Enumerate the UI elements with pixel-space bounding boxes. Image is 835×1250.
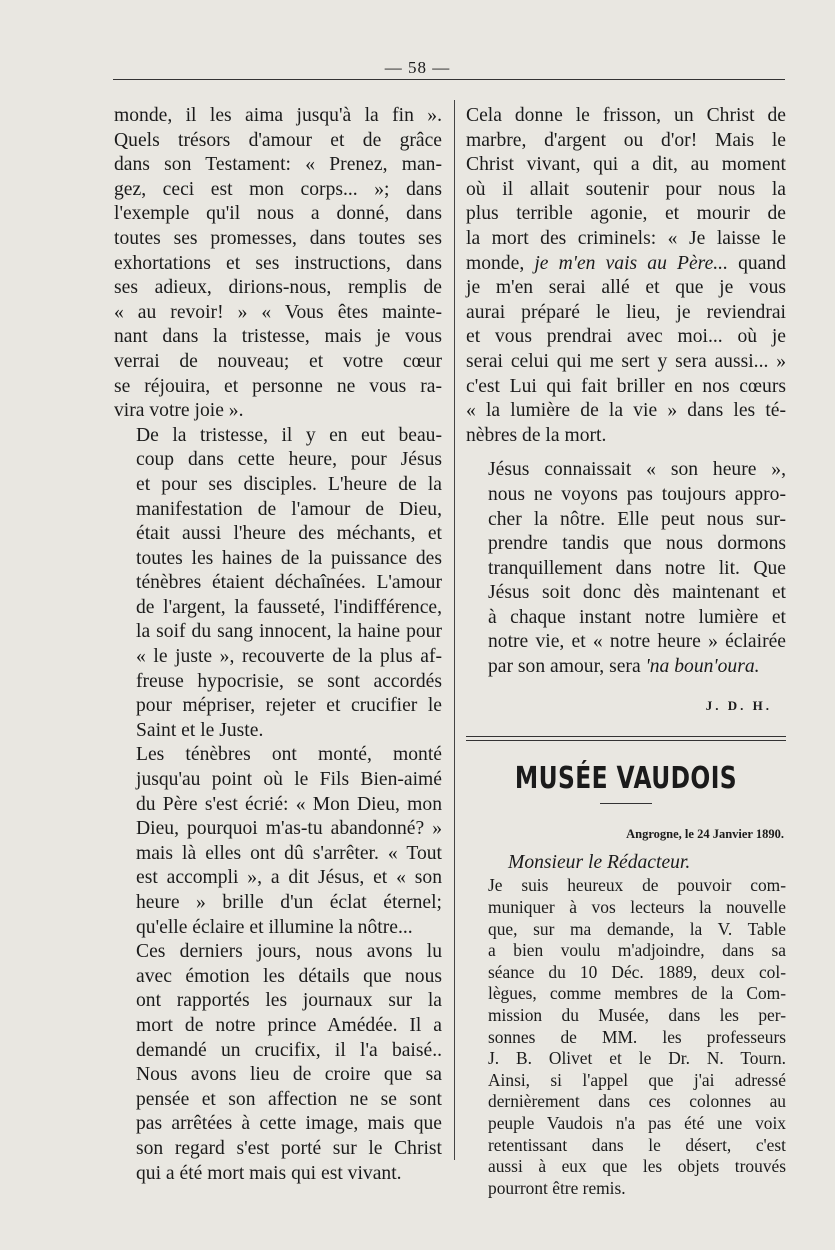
text-line: retentissant dans le désert, c'est	[488, 1134, 786, 1155]
text-line: c'est Lui qui fait briller en nos cœurs	[466, 375, 786, 397]
text-line: nous ne voyons pas toujours appro-	[488, 483, 786, 505]
text-line: Jésus connaissait « son heure »,	[488, 459, 786, 481]
text-line: Saint et le Juste.	[136, 719, 264, 741]
text-line: que, sur ma demande, la V. Table	[488, 918, 786, 939]
page-number: — 58 —	[384, 58, 451, 77]
text-line: prendre tandis que nous dormons	[488, 533, 786, 555]
text-line: verrai de nouveau; et votre cœur	[114, 350, 442, 372]
left-column	[114, 104, 442, 1186]
text-line: ses adieux, dirions-nous, remplis de	[114, 277, 442, 299]
text-line: dans son Testament: « Prenez, man-	[114, 154, 442, 176]
text-line: freuse hypocrisie, se sont accordés	[136, 670, 442, 692]
text-line: gez, ceci est mon corps... »; dans	[114, 178, 442, 200]
text-line: De la tristesse, il y en eut beau-	[136, 424, 442, 446]
text-line: je m'en serai allé et que je vous	[466, 277, 786, 299]
text-line: nant dans la tristesse, mais je vous	[114, 326, 442, 348]
text-line: qui a été mort mais qui est vivant.	[136, 1162, 402, 1184]
text-line: demandé un crucifix, il l'a baisé..	[136, 1039, 442, 1061]
text-line: cher la nôtre. Elle peut nous sur-	[488, 508, 786, 530]
text-line: monde, il les aima jusqu'à la fin ».	[114, 105, 442, 126]
line-closing: par son amour, sera 'na boun'oura.	[488, 656, 760, 678]
text-line: ténèbres étaient déchaînées. L'amour	[136, 572, 442, 594]
text-line: qu'elle éclaire et illumine la nôtre...	[136, 916, 413, 938]
text-line: pourront être remis.	[488, 1177, 626, 1198]
text-line: Ainsi, si l'appel que j'ai adressé	[488, 1069, 786, 1090]
text-line: peuple Vaudois n'a pas été une voix	[488, 1112, 786, 1133]
text-line: Je suis heureux de pouvoir com-	[488, 875, 786, 896]
text-line: « au revoir! » « Vous êtes mainte-	[114, 301, 442, 323]
paragraph-living-christ	[466, 104, 786, 448]
text-line: mais là elles ont dû s'arrêter. « Tout	[136, 842, 442, 864]
text-line: « la lumière de la vie » dans les té-	[466, 400, 786, 422]
text-line: mission du Musée, dans les per-	[488, 1005, 786, 1025]
text-line: du Père s'est écrié: « Mon Dieu, mon	[136, 793, 442, 815]
text-line: la mort des criminels: « Je laisse le	[466, 227, 786, 249]
right-column	[466, 104, 786, 1199]
text-line: Ces derniers jours, nous avons lu	[136, 941, 442, 963]
text-line: aussi à eux que les objets trouvés	[488, 1156, 786, 1177]
dateline: Angrogne, le 24 Janvier 1890.	[626, 827, 784, 842]
text-line: nèbres de la mort.	[466, 424, 607, 446]
paragraph-darkness	[114, 743, 442, 940]
text-line: « le juste », recouverte de la plus af-	[136, 646, 442, 668]
text-line: Dieu, pourquoi m'as-tu abandonné? »	[136, 818, 442, 840]
text-line: et pour ses disciples. L'heure de la	[136, 473, 442, 495]
text-line: manifestation de l'amour de Dieu,	[136, 498, 442, 520]
text-line: marbre, d'argent ou d'or! Mais le	[466, 129, 786, 151]
text-line: pensée et son affection ne se sont	[136, 1088, 442, 1110]
text-line: Cela donne le frisson, un Christ de	[466, 105, 786, 126]
salutation: Monsieur le Rédacteur.	[508, 851, 691, 873]
text-line: toutes ses promesses, dans toutes ses	[114, 227, 442, 249]
text-line: pas arrêtées à cette image, mais que	[136, 1113, 442, 1135]
text-line: Nous avons lieu de croire que sa	[136, 1064, 442, 1086]
paragraph-his-hour	[466, 458, 786, 679]
paragraph-love	[114, 104, 442, 424]
text-line: et vous prendrai avec moi... où je	[466, 326, 786, 348]
text-line: jusqu'au point où le Fils Bien-aimé	[136, 769, 442, 791]
text-line: avec émotion les détails que nous	[136, 965, 442, 987]
text-line: Quels trésors d'amour et de grâce	[114, 129, 442, 151]
text-line: Christ vivant, qui a dit, au moment	[466, 154, 786, 176]
text-line: coup dans cette heure, pour Jésus	[136, 449, 442, 471]
text-line: se réjouira, et personne ne vous ra-	[114, 375, 442, 397]
text-line: lègues, comme membres de la Com-	[488, 983, 786, 1004]
text-line: tranquillement dans notre lit. Que	[488, 557, 786, 579]
text-line: serai celui qui me sert y sera aussi... »	[466, 350, 786, 372]
text-line: muniquer à vos lecteurs la nouvelle	[488, 897, 786, 918]
text-line: toutes les haines de la puissance des	[136, 547, 442, 569]
column-divider	[454, 100, 455, 1160]
text-line: séance du 10 Déc. 1889, deux col-	[488, 961, 786, 982]
text-line: pour mépriser, rejeter et crucifier le	[136, 695, 442, 717]
text-line: est accompli », a dit Jésus, et « son	[136, 867, 442, 889]
text-line: de l'argent, la fausseté, l'indifférence,	[136, 596, 442, 618]
text-line: la soif du sang innocent, la haine pour	[136, 621, 442, 643]
text-line: vira votre joie ».	[114, 400, 244, 422]
text-line: où il allait soutenir pour nous la	[466, 178, 786, 200]
text-line: ont rapportés les journaux sur la	[136, 990, 442, 1012]
text-line: était aussi l'heure des méchants, et	[136, 523, 442, 545]
text-line: l'exemple qu'il nous a donné, dans	[114, 203, 442, 225]
section-double-rule	[466, 736, 786, 741]
paragraph-sadness	[114, 424, 442, 744]
text-line: a bien voulu m'adjoindre, dans sa	[488, 940, 786, 961]
text-line: à chaque instant notre lumière et	[488, 606, 786, 628]
text-line: son regard s'est porté sur le Christ	[136, 1137, 442, 1159]
text-line: sonnes de MM. les professeurs	[488, 1026, 786, 1047]
text-line: mort de notre prince Amédée. Il a	[136, 1014, 442, 1036]
text-line: dernièrement dans ces colonnes au	[488, 1091, 786, 1112]
title-rule	[600, 803, 652, 804]
paragraph-prince-amedee	[114, 940, 442, 1186]
text-line: Jésus soit donc dès maintenant et	[488, 582, 786, 604]
text-line: Les ténèbres ont monté, monté	[136, 744, 442, 766]
letter-body	[466, 875, 786, 1199]
text-line: aurai préparé le lieu, je reviendrai	[466, 301, 786, 323]
line-with-italic: monde, je m'en vais au Père... quand	[466, 252, 786, 274]
signature: J. D. H.	[705, 697, 772, 713]
section-title: MUSÉE VAUDOIS	[514, 761, 738, 797]
text-line: J. B. Olivet et le Dr. N. Tourn.	[488, 1048, 786, 1069]
text-line: plus terrible agonie, et mourir de	[466, 203, 786, 225]
text-line: heure » brille d'un éclat éternel;	[136, 892, 442, 913]
text-line: exhortations et ses instructions, dans	[114, 252, 442, 274]
text-line: notre vie, et « notre heure » éclairée	[488, 631, 786, 653]
header-rule	[113, 79, 785, 80]
